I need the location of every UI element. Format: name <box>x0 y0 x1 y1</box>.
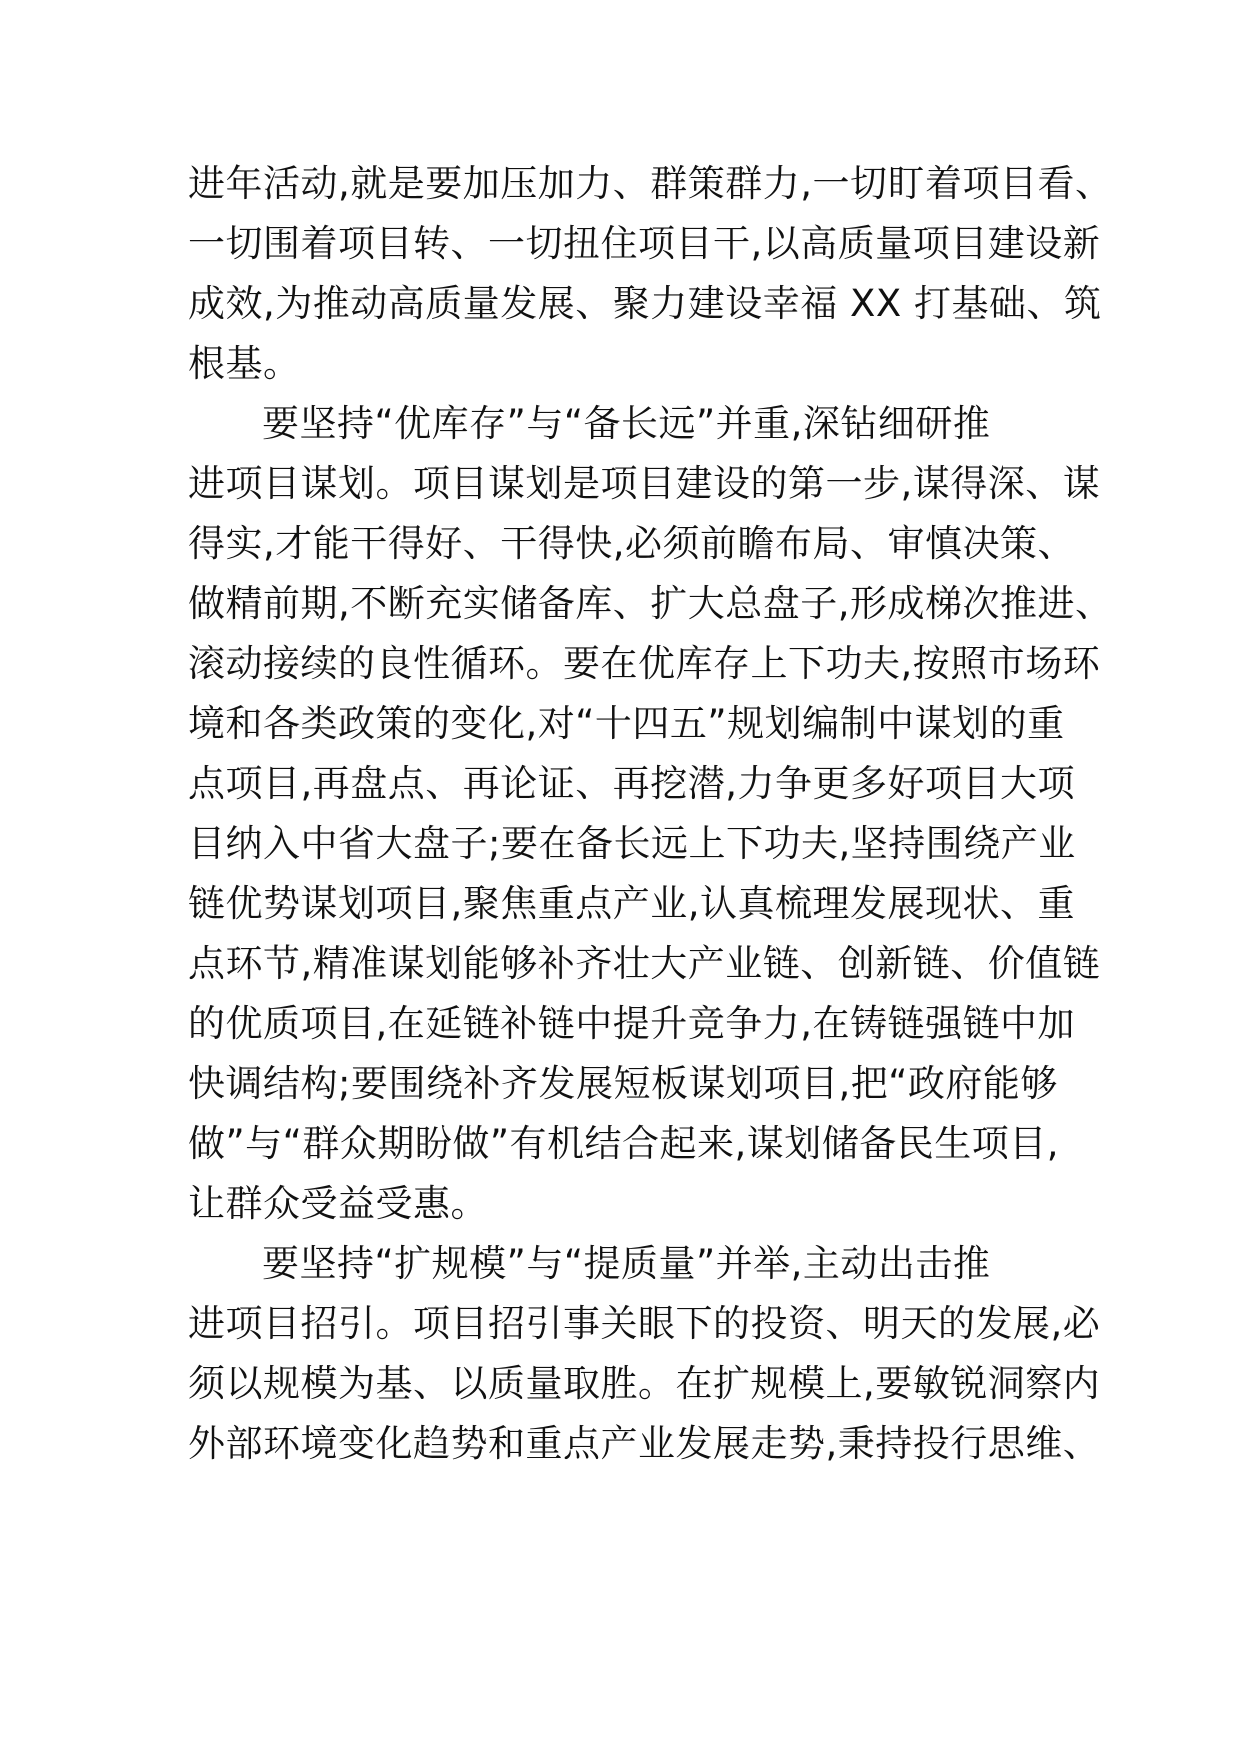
text-line: 得实,才能干得好、干得快,必须前瞻布局、审慎决策、 <box>188 522 1076 565</box>
text-line: 进项目招引。项目招引事关眼下的投资、明天的发展,必 <box>188 1302 1101 1345</box>
text-line: 成效,为推动高质量发展、聚力建设幸福 XX 打基础、筑 <box>188 282 1102 325</box>
text-line: 一切围着项目转、一切扭住项目干,以高质量项目建设新 <box>188 222 1101 265</box>
paragraph-start-line: 要坚持“优库存”与“备长远”并重,深钻细研推 <box>262 402 991 445</box>
text-line: 做精前期,不断充实储备库、扩大总盘子,形成梯次推进、 <box>188 582 1113 625</box>
text-line: 进项目谋划。项目谋划是项目建设的第一步,谋得深、谋 <box>188 462 1101 505</box>
text-line: 链优势谋划项目,聚焦重点产业,认真梳理发展现状、重 <box>188 882 1076 925</box>
text-line: 外部环境变化趋势和重点产业发展走势,秉持投行思维、 <box>188 1422 1101 1465</box>
text-line: 点项目,再盘点、再论证、再挖潜,力争更多好项目大项 <box>188 762 1076 805</box>
text-line: 须以规模为基、以质量取胜。在扩规模上,要敏锐洞察内 <box>188 1362 1101 1405</box>
text-line: 做”与“群众期盼做”有机结合起来,谋划储备民生项目, <box>188 1122 1060 1165</box>
text-line: 让群众受益受惠。 <box>188 1182 488 1225</box>
text-line: 的优质项目,在延链补链中提升竞争力,在铸链强链中加 <box>188 1002 1076 1045</box>
text-line: 快调结构;要围绕补齐发展短板谋划项目,把“政府能够 <box>188 1062 1058 1105</box>
text-line: 根基。 <box>188 342 301 385</box>
paragraph-start-line: 要坚持“扩规模”与“提质量”并举,主动出击推 <box>262 1242 991 1285</box>
text-line: 境和各类政策的变化,对“十四五”规划编制中谋划的重 <box>188 702 1065 745</box>
text-line: 目纳入中省大盘子;要在备长远上下功夫,坚持围绕产业 <box>188 822 1076 865</box>
text-line: 进年活动,就是要加压加力、群策群力,一切盯着项目看、 <box>188 162 1113 205</box>
text-line: 滚动接续的良性循环。要在优库存上下功夫,按照市场环 <box>188 642 1101 685</box>
text-line: 点环节,精准谋划能够补齐壮大产业链、创新链、价值链 <box>188 942 1101 985</box>
